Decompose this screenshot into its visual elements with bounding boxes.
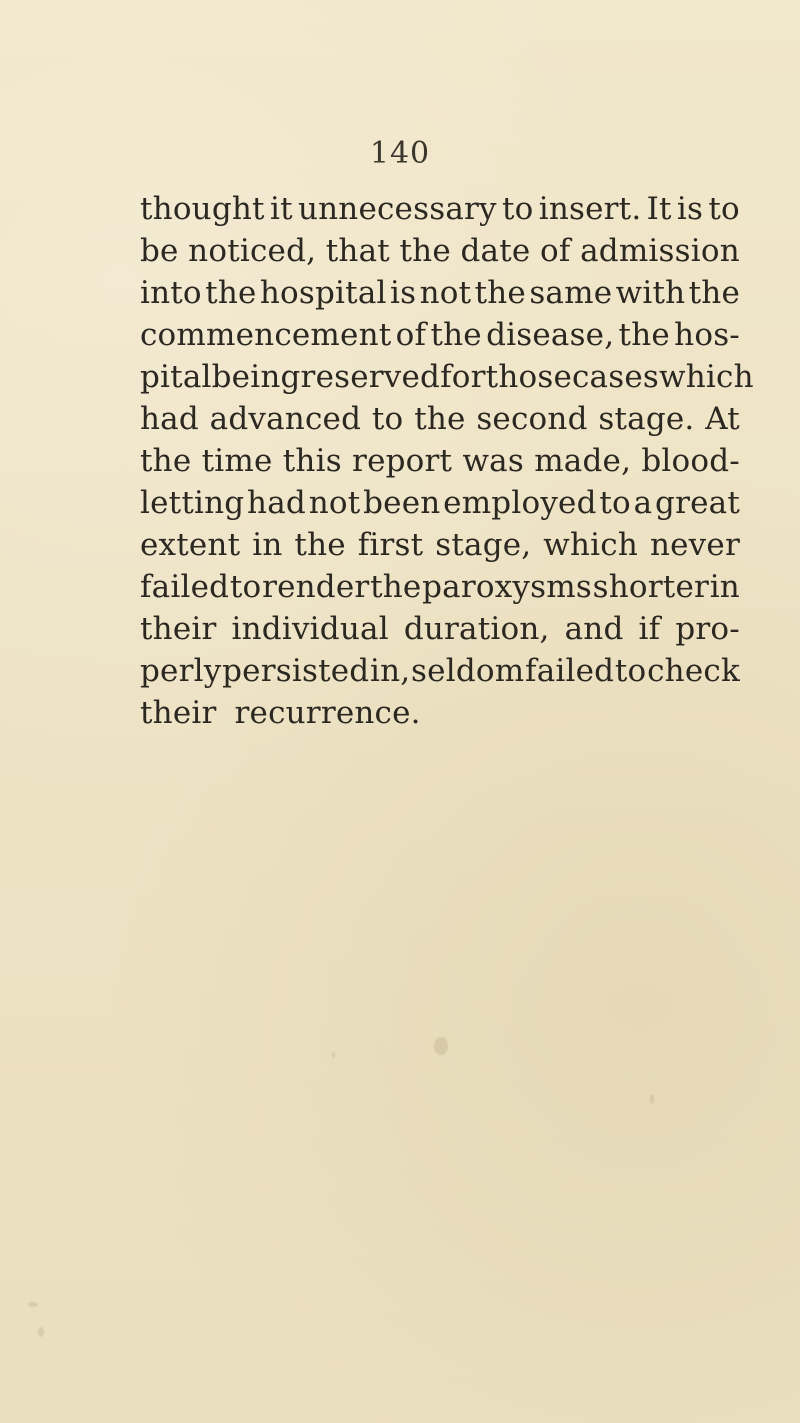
word: which xyxy=(543,527,639,563)
word: hospital xyxy=(259,275,387,311)
word: that xyxy=(325,233,390,269)
text-line xyxy=(140,650,740,692)
word: and xyxy=(564,611,624,647)
word: the xyxy=(414,401,466,437)
text-line xyxy=(140,356,754,398)
word: the xyxy=(205,275,257,311)
word: a xyxy=(633,485,653,521)
word: into xyxy=(140,275,202,311)
word: be xyxy=(140,233,179,269)
paper-spot xyxy=(28,1302,38,1307)
word: stage. xyxy=(598,401,695,437)
word: failed xyxy=(525,653,615,689)
word: thought xyxy=(140,191,265,227)
word: commencement xyxy=(140,317,392,353)
word: At xyxy=(705,401,740,437)
word: to xyxy=(501,191,534,227)
word: the xyxy=(688,275,740,311)
word: this xyxy=(282,443,342,479)
word: of xyxy=(539,233,571,269)
word: letting xyxy=(140,485,245,521)
word: in xyxy=(252,527,283,563)
word: with xyxy=(615,275,686,311)
body-text xyxy=(140,188,754,734)
word: the xyxy=(140,443,192,479)
word: first xyxy=(357,527,424,563)
word: same xyxy=(529,275,613,311)
word: persisted xyxy=(222,653,370,689)
word: advanced xyxy=(209,401,362,437)
word: if xyxy=(638,611,661,647)
word: duration, xyxy=(403,611,550,647)
paper-spot xyxy=(434,1037,448,1055)
word: date xyxy=(460,233,531,269)
text-line xyxy=(140,398,740,440)
word: hos- xyxy=(674,317,740,353)
word: made, xyxy=(534,443,632,479)
word: had xyxy=(247,485,306,521)
word: those xyxy=(485,359,572,395)
text-line xyxy=(140,272,740,314)
word: never xyxy=(649,527,740,563)
word: their xyxy=(140,695,217,731)
word: was xyxy=(462,443,524,479)
text-line xyxy=(140,566,740,608)
word: pro- xyxy=(675,611,740,647)
word: second xyxy=(476,401,588,437)
word: the xyxy=(430,317,482,353)
text-line xyxy=(140,608,740,650)
word: great xyxy=(655,485,740,521)
text-line xyxy=(140,230,740,272)
word: being xyxy=(211,359,301,395)
word: is xyxy=(389,275,417,311)
word: report xyxy=(352,443,453,479)
word: shorter xyxy=(592,569,710,605)
word: it xyxy=(269,191,293,227)
text-line xyxy=(140,524,740,566)
word: the xyxy=(294,527,346,563)
paper-spot xyxy=(332,1052,335,1058)
word: paroxysms xyxy=(422,569,592,605)
word: the xyxy=(474,275,526,311)
word: been xyxy=(363,485,441,521)
word: in xyxy=(709,569,740,605)
word: perly xyxy=(140,653,222,689)
word: blood- xyxy=(641,443,740,479)
word: pital xyxy=(140,359,212,395)
word: to xyxy=(229,569,262,605)
word: not xyxy=(419,275,472,311)
word: check xyxy=(647,653,740,689)
word: for xyxy=(440,359,486,395)
word: It xyxy=(646,191,672,227)
word: to xyxy=(708,191,740,227)
word: which xyxy=(659,359,754,395)
word: of xyxy=(395,317,427,353)
text-line xyxy=(140,440,740,482)
word: to xyxy=(599,485,631,521)
text-line xyxy=(140,482,740,524)
word: stage, xyxy=(435,527,532,563)
word: render xyxy=(262,569,370,605)
word: the xyxy=(618,317,670,353)
word: seldom xyxy=(411,653,525,689)
word: their xyxy=(140,611,217,647)
word: time xyxy=(201,443,273,479)
text-line xyxy=(140,188,740,230)
word: cases xyxy=(572,359,660,395)
text-line xyxy=(140,314,740,356)
word: employed xyxy=(443,485,597,521)
word: not xyxy=(308,485,361,521)
text-line xyxy=(140,692,740,734)
word: extent xyxy=(140,527,241,563)
word: noticed, xyxy=(188,233,317,269)
word: individual xyxy=(231,611,389,647)
word: recurrence. xyxy=(234,695,421,731)
page-number: 140 xyxy=(369,136,431,171)
word: is xyxy=(676,191,704,227)
word: disease, xyxy=(486,317,615,353)
word: admission xyxy=(580,233,740,269)
word: insert. xyxy=(538,191,642,227)
word: to xyxy=(614,653,647,689)
word: in, xyxy=(370,653,411,689)
word: the xyxy=(370,569,422,605)
paper-spot xyxy=(650,1094,654,1104)
word: unnecessary xyxy=(297,191,497,227)
word: to xyxy=(371,401,404,437)
word: had xyxy=(140,401,199,437)
word: failed xyxy=(140,569,230,605)
paper-spot xyxy=(38,1327,44,1337)
word: reserved xyxy=(300,359,441,395)
word: the xyxy=(399,233,451,269)
